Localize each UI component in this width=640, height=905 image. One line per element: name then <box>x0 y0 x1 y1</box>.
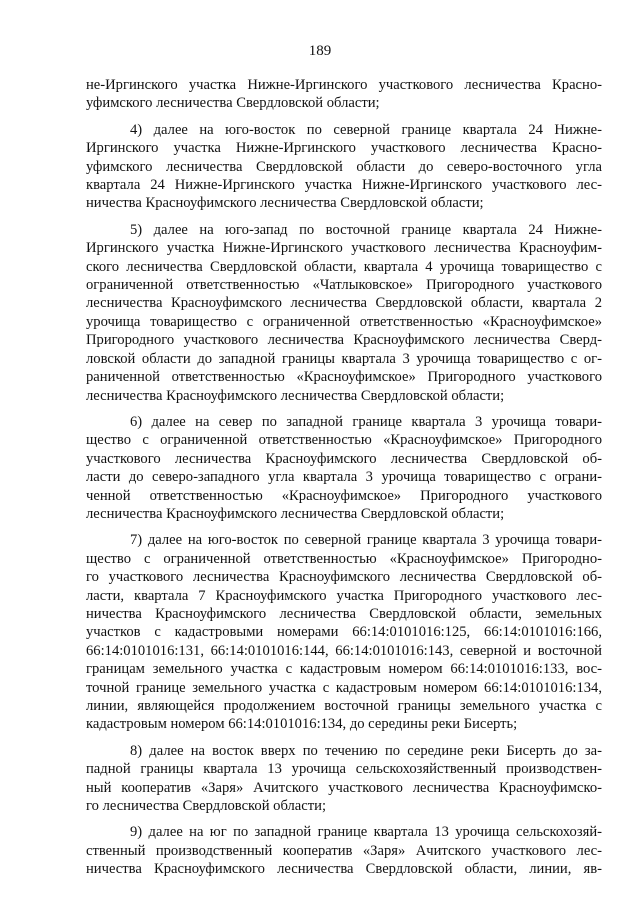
text-line: щество с ограниченной ответственностью «Красноуфимское» Пригородного <box>86 432 602 449</box>
text-line: Иргинского участка Нижне-Иргинского участкового лесничества Красноуфим- <box>86 240 602 257</box>
text-line: ченной ответственностью «Красноуфимское» Пригородного участкового <box>86 487 602 504</box>
text-line: 6) далее на север по западной границе квартала 3 урочища товари- <box>130 413 602 430</box>
text-line: урочища товарищество с ограниченной ответственностью «Красноуфимское» <box>86 313 602 330</box>
text-line: ласти, квартала 7 Красноуфимского участка Пригородного участкового лес- <box>86 587 602 604</box>
text-line: участков с кадастровыми номерами 66:14:0101016:125, 66:14:0101016:166, <box>86 624 602 641</box>
text-line: ный кооператив «Заря» Ачитского участкового лесничества Красноуфимско- <box>86 779 602 796</box>
text-line: уфимского лесничества Свердловской области до северо-восточного угла <box>86 158 602 175</box>
paragraph-item-6 <box>86 413 602 523</box>
text-line: ласти до северо-западного угла квартала 3 урочища товарищество с ограни- <box>86 469 602 486</box>
paragraph-item-8 <box>86 742 602 816</box>
text-line: не-Иргинского участка Нижне-Иргинского участкового лесничества Красно- <box>86 77 602 93</box>
text-line: участкового лесничества Красноуфимского лесничества Свердловской об- <box>86 450 602 467</box>
text-line: 8) далее на восток вверх по течению по середине реки Бисерть до за- <box>130 742 602 759</box>
text-line: 66:14:0101016:131, 66:14:0101016:144, 66:14:0101016:143, северной и восточной <box>86 642 602 659</box>
text-line: лесничества Красноуфимского лесничества Свердловской области, квартала 2 <box>86 295 602 312</box>
text-line: щество с ограниченной ответственностью «Красноуфимское» Пригородно- <box>86 550 602 567</box>
text-line: границам земельного участка с кадастровым номером 66:14:0101016:133, вос- <box>86 661 602 678</box>
text-line: лесничества Красноуфимского лесничества Свердловской области; <box>86 387 505 404</box>
text-line: кадастровым номером 66:14:0101016:134, до середины реки Бисерть; <box>86 716 518 733</box>
text-line: ского лесничества Свердловской области, квартала 4 урочища товарищество с <box>86 258 602 275</box>
text-line: ничества Красноуфимского лесничества Свердловской области, линии, яв- <box>86 861 602 878</box>
text-line: 9) далее на юг по западной границе квартала 13 урочища сельскохозяй- <box>130 824 602 841</box>
page-number: 189 <box>308 43 332 59</box>
paragraph-item-5 <box>86 221 602 405</box>
paragraph-item-4 <box>86 121 602 213</box>
document-body <box>86 76 602 887</box>
text-line: го лесничества Свердловской области; <box>86 798 326 815</box>
text-line: го участкового лесничества Красноуфимского лесничества Свердловской об- <box>86 569 602 586</box>
text-line: Иргинского участка Нижне-Иргинского участкового лесничества Красно- <box>86 140 602 157</box>
text-line: раниченной ответственностью «Красноуфимское» Пригородного участкового <box>86 369 602 386</box>
text-line: точной границе земельного участка с кадастровым номером 66:14:0101016:134, <box>86 679 602 696</box>
text-line: лесничества Красноуфимского лесничества Свердловской области; <box>86 505 505 522</box>
paragraph-item-9 <box>86 823 602 878</box>
text-line: ограниченной ответственностью «Чатлыковское» Пригородного участкового <box>86 277 602 294</box>
text-line: ничества Красноуфимского лесничества Свердловской области, земельных <box>86 605 602 622</box>
text-line: линии, являющейся продолжением восточной границы земельного участка с <box>86 698 602 714</box>
text-line: ственный производственный кооператив «Заря» Ачитского участкового лес- <box>86 842 602 859</box>
text-line: Пригородного участкового лесничества Красноуфимского лесничества Сверд- <box>86 332 602 349</box>
paragraph-continuation <box>86 76 602 113</box>
text-line: падной границы квартала 13 урочища сельскохозяйственный производствен- <box>86 761 602 778</box>
paragraph-item-7 <box>86 531 602 733</box>
text-line: 7) далее на юго-восток по северной границе квартала 3 урочища товари- <box>130 532 602 549</box>
text-line: ничества Красноуфимского лесничества Свердловской области; <box>86 195 484 212</box>
text-line: 4) далее на юго-восток по северной границе квартала 24 Нижне- <box>130 121 602 138</box>
text-line: ловской области до западной границы квартала 3 урочища товарищество с ог- <box>86 350 602 367</box>
text-line: уфимского лесничества Свердловской области; <box>86 95 380 112</box>
text-line: квартала 24 Нижне-Иргинского участка Нижне-Иргинского участкового лес- <box>86 177 602 194</box>
text-line: 5) далее на юго-запад по восточной границе квартала 24 Нижне- <box>130 221 602 238</box>
